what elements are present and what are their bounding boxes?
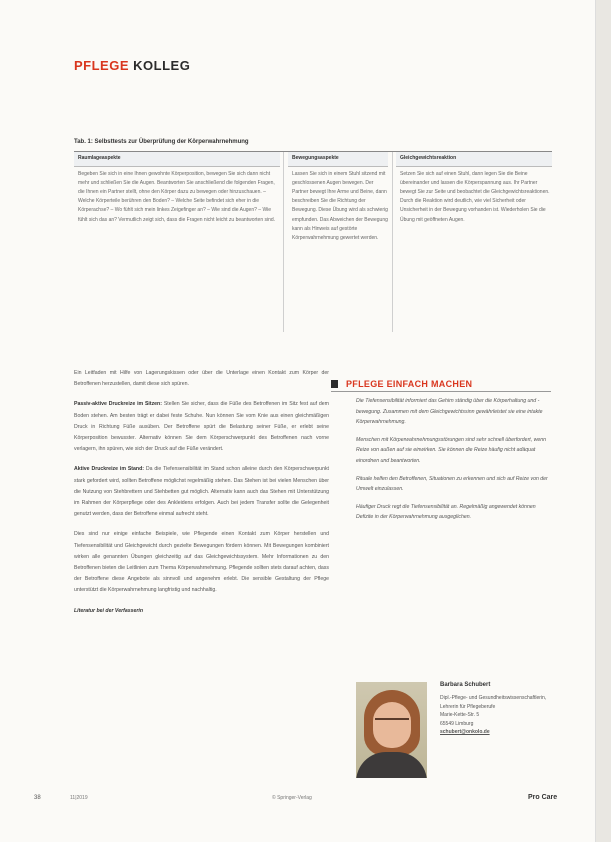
- author-photo: [356, 682, 427, 778]
- author-info: [440, 694, 560, 737]
- author-line: 65549 Limburg: [440, 720, 474, 727]
- info-paragraph: Die Tiefensensibilität informiert das Gehirn ständig über die Körperhaltung und -bewegung. Zusammen mit dem Gleichgewichtssinn gewährleistet sie eine intakte Körperwahrnehmung.: [356, 398, 543, 426]
- table-caption: Tab. 1: Selbsttests zur Überprüfung der Körperwahrnehmung: [74, 139, 249, 145]
- info-box-rule: [331, 391, 551, 392]
- paragraph-text: Stellen Sie sicher, dass die Füße des Betroffenen im Sitz fest auf dem Boden stehen. Am besten trägt er dabei feste Schuhe. Nun können Sie vom Knie aus einen gleichmäßigen Druck in Richtung Füße ausüben. Der Betroffene spürt die Belastung seiner Füße, er erlebt seine Körperposition bewusster. Alternativ können Sie dem Körperschwerpunkt des Betroffenen nach vorne verlagern, ihn spüren, wie sich der Druck auf die Füße verändert.: [74, 401, 329, 453]
- info-paragraph: Menschen mit Körperwahrnehmungsstörungen sind sehr schnell überfordert, wenn Reize von außen auf sie einwirken. Sie können die Reize häufig nicht adäquat einordnen und beantworten.: [356, 436, 547, 464]
- table-divider: [283, 152, 284, 332]
- table-column-head: Raumlageaspekte: [74, 152, 280, 167]
- table-column-head: Gleichgewichtsreaktion: [396, 152, 552, 167]
- table-column-movement: [288, 152, 388, 342]
- section-kicker: [74, 58, 190, 73]
- paragraph-text: Da die Tiefensensibilität im Stand schon alleine durch den Körperschwerpunkt stark gefordert wird, sollten Betroffene möglichst regelmäßig stehen. Das Stehen ist bei vielen Menschen über die Nutzung von Stehbrettern und Stehbetten gut möglich. Alternativ kann auch das Stehen mit Unterstützung im Rahmen der Körperpflege oder des Ankleidens erfolgen. Auch bei jedem Transfer sollte die Gelegenheit genutzt werden, dass der Betroffene einmal aufrecht steht.: [74, 466, 329, 518]
- author-line: Marie-Kette-Str. 5: [440, 712, 480, 718]
- table-column-body: Begeben Sie sich in eine Ihnen gewohnte Körperposition, bewegen Sie sich dann nicht mehr und schließen Sie die Augen. Beantworten Sie anschließend die folgenden Fragen, die Ihnen ein Partner stellt, ohne den Körper dazu zu bewegen oder hinzuschauen. – Welche Körperteile berühren den Boden? – Welche Seite befindet sich eher in die Körperachse? – Wo fühlt sich mein linkes Zeigefinger an? – Wie sind die Augen? – Wie fühlt sich das an? Vermutlich zeigt sich, dass die Fragen nicht leicht zu beantworten sind.: [78, 171, 276, 223]
- literature-note: Literatur bei der Verfasserin: [74, 607, 143, 614]
- body-paragraph: Dies sind nur einige einfache Beispiele, wie Pflegende einen Kontakt zum Körper herstellen und Tiefensensibilität und Gleichgewicht durch gezielte Bewegungen fördern können. Mit Bewegungen kombiniert wirken alle genannten Übungen gleichzeitig auf das Gleichgewichtssystem. Mehr Informationen zu den Betroffenen bieten die Leitlinien zum Thema Körperwahrnehmung. Pflegende sollten stets darauf achten, dass der Betroffene diese Angebote als sinnvoll und angenehm erlebt. Die sensible Gestaltung der Pflege unterstützt die Körperwahrnehmung langfristig und nachhaltig.: [74, 531, 329, 594]
- table-divider: [392, 152, 393, 332]
- issue-label: 11|2019: [70, 795, 88, 801]
- table-column-spatial: [74, 152, 280, 342]
- paragraph-lead: Aktive Druckreize im Stand:: [74, 466, 144, 473]
- info-paragraph: Häufiger Druck regt die Tiefensensibilität an. Regelmäßig angewendet können Defizite in der Körperwahrnehmung ausgeglichen.: [356, 503, 536, 521]
- body-paragraph: [74, 399, 329, 455]
- paragraph-lead: Passiv-aktive Druckreize im Sitzen:: [74, 401, 162, 408]
- body-paragraph: [74, 464, 329, 520]
- selftest-table: [74, 151, 552, 342]
- info-box-title-text: PFLEGE EINFACH MACHEN: [346, 379, 473, 389]
- article-body: [74, 368, 329, 626]
- table-column-balance: [396, 152, 552, 342]
- body-paragraph: Ein Leitfaden mit Hilfe von Lagerungskissen oder über die Unterlage einen Kontakt zum Körper der Betroffenen herzustellen, damit diese sich spüren.: [74, 370, 329, 388]
- author-line: Dipl.-Pflege- und Gesundheitswissenschaftlerin,: [440, 695, 547, 701]
- info-box-body: [356, 396, 551, 530]
- table-column-head: Bewegungsaspekte: [288, 152, 388, 167]
- kicker-kolleg: KOLLEG: [133, 58, 191, 73]
- flag-icon: [331, 380, 338, 388]
- table-column-body: Setzen Sie sich auf einen Stuhl, dann legen Sie die Beine übereinander und lassen die Körperspannung aus. Ihr Partner bewegt Sie zur Seite und beobachtet die Gleichgewichtsreaktionen. Durch die Reaktion wird deutlich, wie viel Sicherheit oder Unsicherheit in der Bewegung vorhanden ist. Wiederholen Sie die Übung mit geöffneten Augen.: [400, 171, 550, 223]
- journal-brand: Pro Care: [528, 794, 558, 801]
- info-paragraph: Rituale helfen den Betroffenen, Situationen zu erkennen und sich auf Reize von der Umwelt einzulassen.: [356, 475, 548, 493]
- publisher-label: © Springer-Verlag: [272, 795, 312, 801]
- info-box-title: [331, 379, 472, 389]
- author-name: Barbara Schubert: [440, 682, 491, 688]
- author-email-link[interactable]: schubert@onkolo.de: [440, 729, 490, 735]
- page-number: 38: [34, 795, 41, 801]
- author-line: Lehrerin für Pflegeberufe: [440, 703, 496, 710]
- kicker-pflege: PFLEGE: [74, 58, 130, 73]
- scan-edge: [596, 0, 611, 842]
- table-column-body: Lassen Sie sich in einem Stuhl sitzend mit geschlossenen Augen bewegen. Der Partner bewegt Ihre Arme und Beine, dann beschreiben Sie die Richtung der Bewegung. Diese Übung wird als schwierig empfunden. Das Abweichen der Bewegung kann als Hinweis auf gestörte Körperwahrnehmung gewertet werden.: [292, 171, 388, 241]
